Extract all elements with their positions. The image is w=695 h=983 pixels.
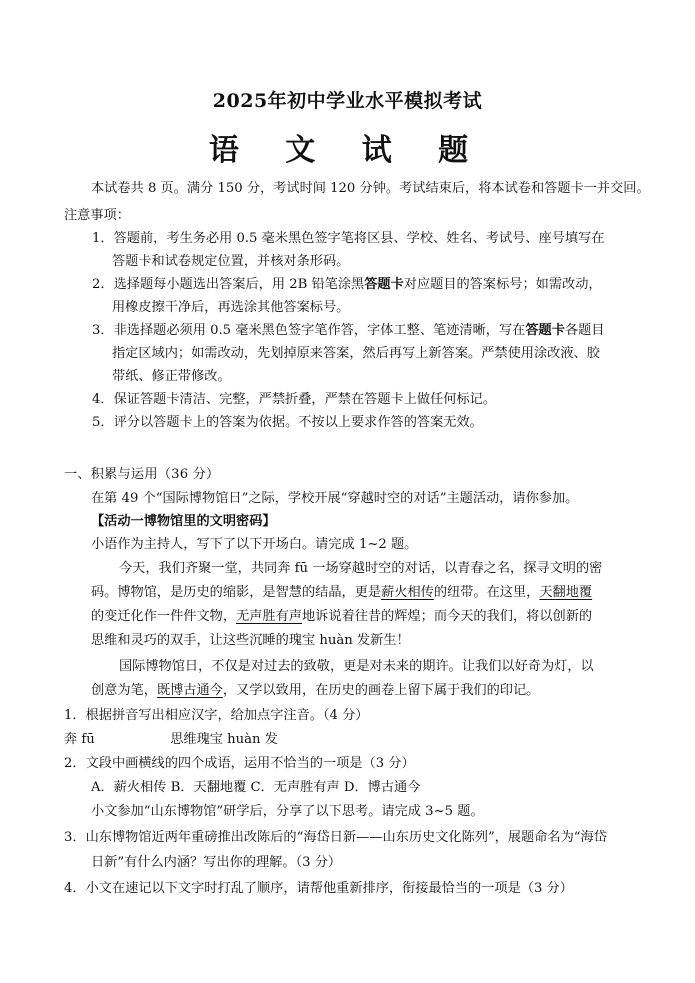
question-2-options: A．薪火相传 B．天翻地覆 C．无声胜有声 D．博古通今 [91, 780, 421, 795]
passage-line: 国际博物馆日，不仅是对过去的致敬，更是对未来的期许。让我们以好奇为灯，以 [119, 659, 594, 674]
notice-item-2-line-2: 用橡皮擦干净后，再选涂其他答案标号。 [112, 300, 350, 315]
underlined-idiom: 薪火相传 [381, 585, 434, 600]
activity-heading: 【活动一博物馆里的文明密码】 [91, 514, 276, 529]
section-lead: 在第 49 个“国际博物馆日”之际，学校开展“穿越时空的对话”主题活动，请你参加。 [91, 491, 579, 506]
notice-text: 3．非选择题必须用 0.5 毫米黑色签字笔作答，字体工整、笔迹清晰，写在 [92, 323, 526, 338]
answer-card-emphasis: 答题卡 [525, 323, 565, 338]
notice-item-3-line-3: 带纸、修正带修改。 [112, 369, 231, 384]
underlined-idiom: 天翻地覆 [539, 585, 593, 600]
passage-line [91, 584, 592, 602]
passage-text: 的纽带。在这里， [433, 585, 540, 600]
question-1-items: 奔 fū 思维瑰宝 huàn 发 [64, 732, 278, 747]
passage-line [91, 608, 592, 626]
answer-card-emphasis: 答题卡 [364, 277, 404, 292]
host-intro: 小语作为主持人，写下了以下开场白。请完成 1~2 题。 [91, 537, 418, 552]
notice-item-2-line-1 [92, 276, 602, 294]
question-3-line-1: 3．山东博物馆近两年重磅推出改陈后的“海岱日新——山东历史文化陈列”，展题命名为“海岱 [64, 830, 607, 845]
question-3-line-2: 日新”有什么内涵？写出你的理解。（3 分） [91, 855, 342, 870]
underlined-idiom: 既博古通今 [156, 683, 223, 698]
question-2: 2．文段中画横线的四个成语，运用不恰当的一项是（3 分） [64, 756, 415, 771]
notice-item-1-line-1: 1．答题前，考生务必用 0.5 毫米黑色签字笔将区县、学校、姓名、考试号、座号填写在 [92, 231, 605, 246]
passage-text: 地诉说着往昔的辉煌；而今天的我们，将以创新的 [302, 609, 593, 624]
question-1: 1．根据拼音写出相应汉字，给加点字注音。（4 分） [64, 708, 369, 723]
exam-title: 2025年初中学业水平模拟考试 [212, 90, 483, 112]
notice-text: 各题目 [564, 323, 605, 338]
visit-intro: 小文参加“山东博物馆”研学后，分享了以下思考。请完成 3~5 题。 [91, 804, 484, 819]
underlined-idiom: 无声胜有声 [236, 609, 302, 624]
notice-item-3-line-1 [92, 322, 605, 340]
passage-line: 今天，我们齐聚一堂，共同奔 fū 一场穿越时空的对话，以青春之名，探寻文明的密 [119, 561, 603, 576]
subject-title: 语 文 试 题 [208, 133, 487, 168]
notice-text: 2．选择题每小题选出答案后，用 2B 铅笔涂黑 [92, 277, 365, 292]
notice-item-5: 5．评分以答题卡上的答案为依据。不按以上要求作答的答案无效。 [92, 415, 483, 430]
passage-line [91, 682, 539, 700]
notice-item-3-line-2: 指定区域内；如需改动，先划掉原来答案，然后再写上新答案。严禁使用涂改液、胶 [112, 346, 600, 361]
question-4: 4．小文在速记以下文字时打乱了顺序，请帮他重新排序，衔接最恰当的一项是（3 分） [64, 881, 573, 896]
intro-text: 本试卷共 8 页。满分 150 分，考试时间 120 分钟。考试结束后，将本试卷和答题卡一并交回。 [91, 181, 650, 196]
passage-text: ，又学以致用，在历史的画卷上留下属于我们的印记。 [222, 683, 540, 698]
notice-label: 注意事项： [64, 208, 130, 223]
passage-text: 创意为笔， [91, 683, 157, 698]
notice-item-1-line-2: 答题卡和试卷规定位置，并核对条形码。 [112, 254, 350, 269]
passage-text: 的变迁化作一件件文物， [91, 609, 237, 624]
section-heading: 一、积累与运用（36 分） [64, 467, 220, 482]
passage-line: 思维和灵巧的双手，让这些沉睡的瑰宝 huàn 发新生！ [91, 633, 410, 648]
passage-text: 码。博物馆，是历史的缩影，是智慧的结晶，更是 [91, 585, 382, 600]
notice-item-4: 4．保证答题卡清洁、完整，严禁折叠，严禁在答题卡上做任何标记。 [92, 392, 497, 407]
notice-text: 对应题目的答案标号；如需改动， [403, 277, 602, 292]
